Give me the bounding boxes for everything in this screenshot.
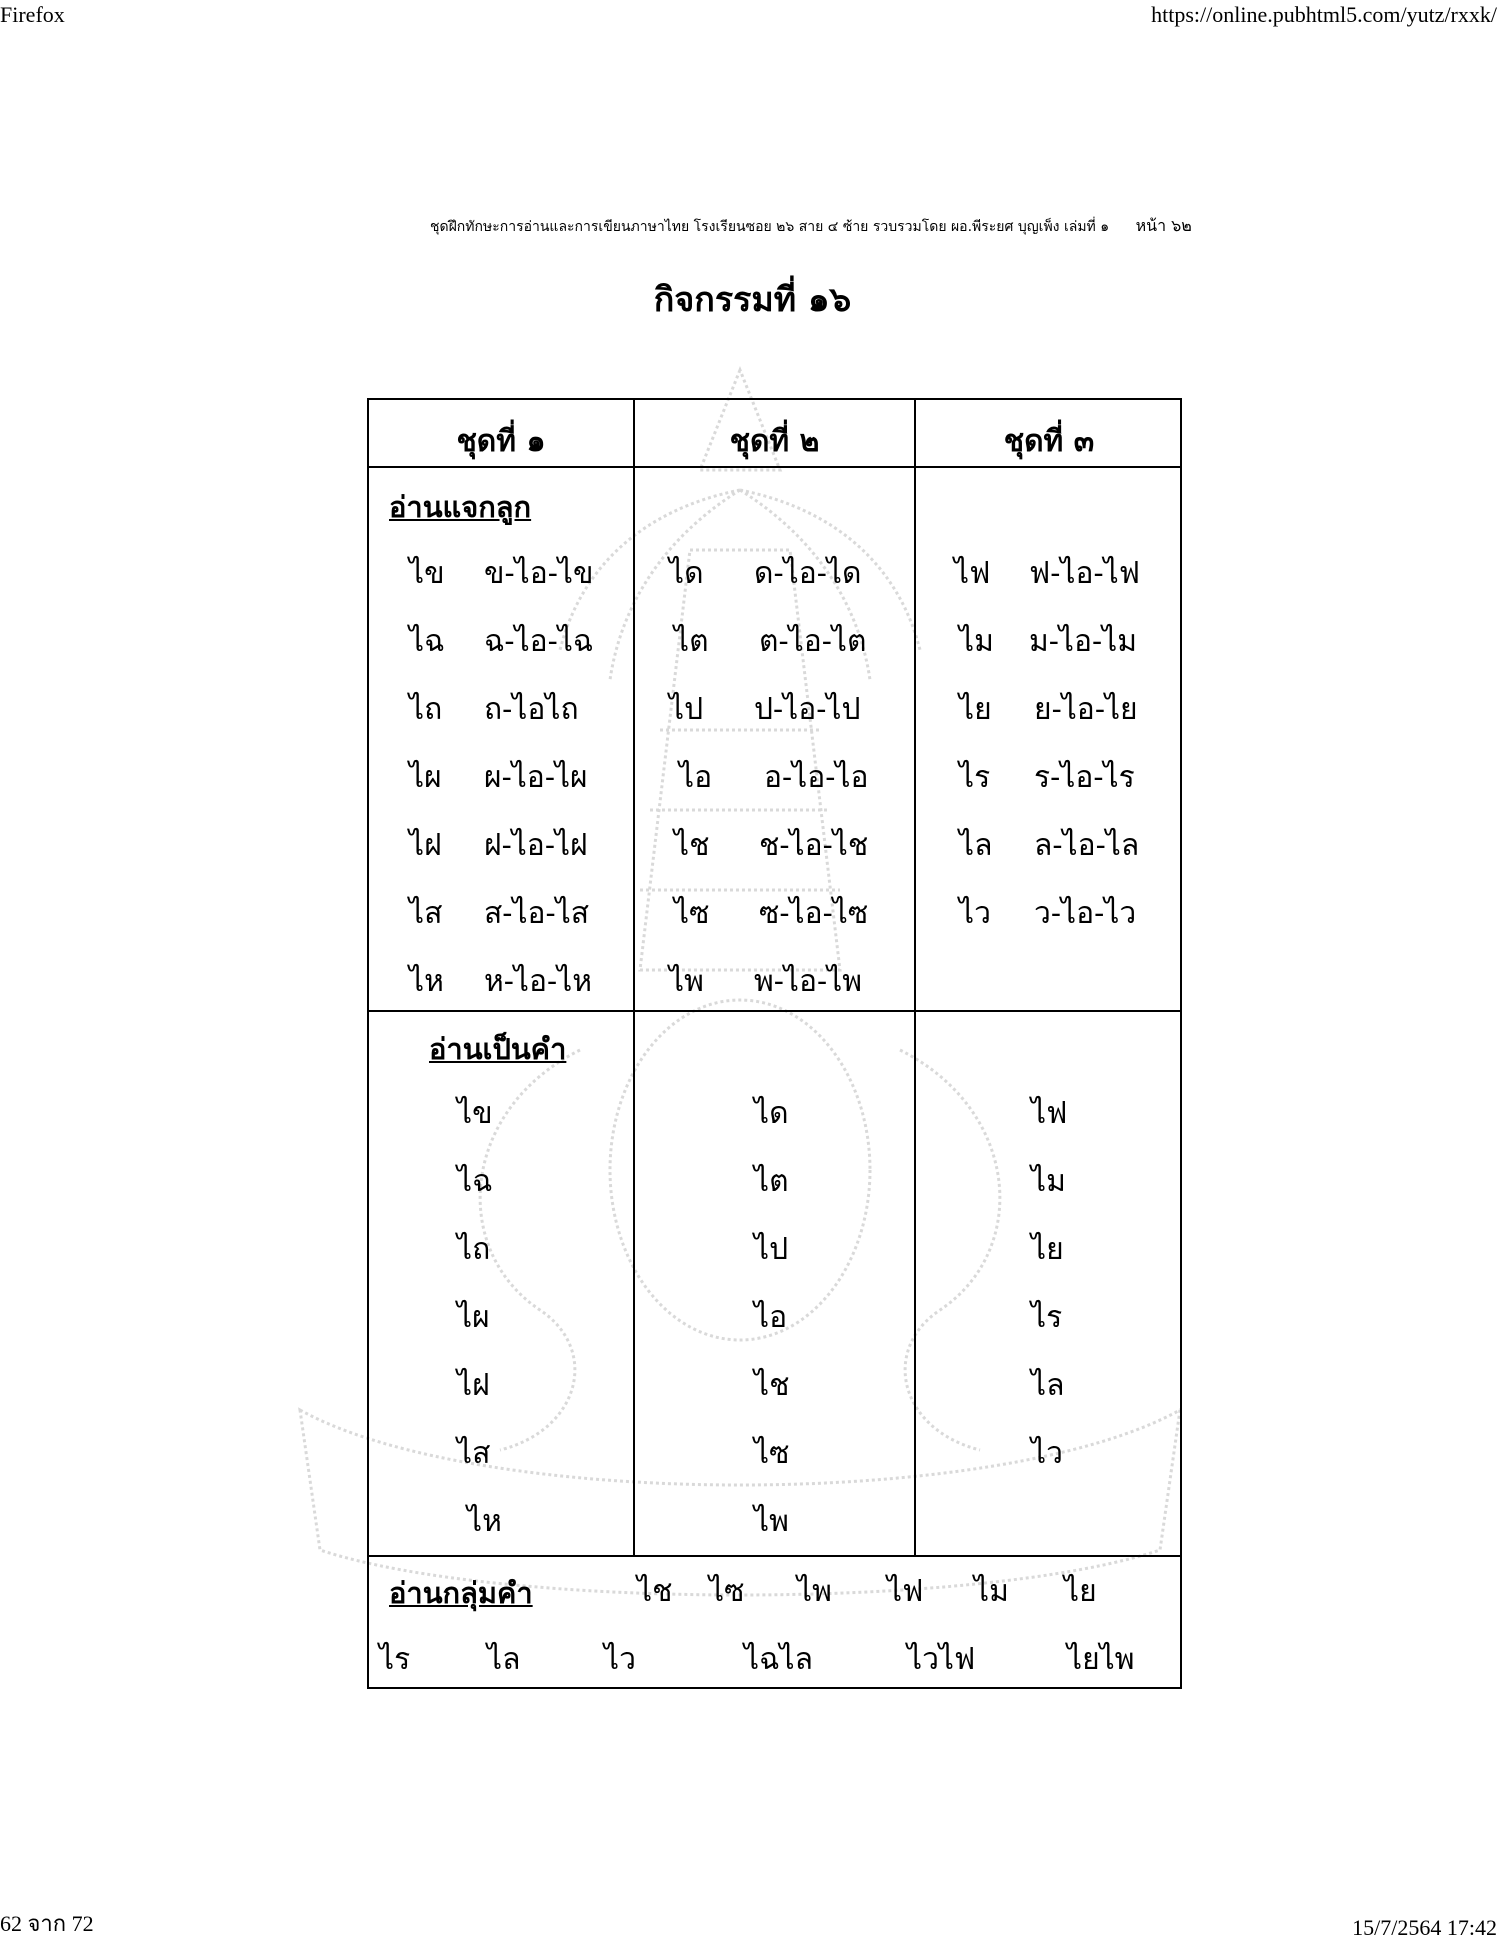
word-item: ไพ xyxy=(754,1504,789,1539)
word-item: ไซ xyxy=(754,1436,790,1471)
spelling-breakdown: ล-ไอ-ไล xyxy=(1034,828,1140,863)
group-word: ไวไฟ xyxy=(907,1642,976,1677)
column-header-set3: ชุดที่ ๓ xyxy=(1003,424,1095,459)
word-item: ไห xyxy=(467,1504,502,1539)
group-word: ไร xyxy=(379,1642,411,1677)
word-item: ไล xyxy=(1031,1368,1065,1403)
spelling-word: ไฝ xyxy=(409,828,442,863)
spelling-word: ไย xyxy=(959,692,992,727)
section-label-groups: อ่านกลุ่มคำ xyxy=(389,1576,533,1610)
spelling-breakdown: ต-ไอ-ไต xyxy=(759,624,867,659)
spelling-breakdown: ป-ไอ-ไป xyxy=(754,692,861,727)
spelling-breakdown: ฟ-ไอ-ไฟ xyxy=(1029,556,1140,591)
header-text: ชุดฝึกทักษะการอ่านและการเขียนภาษาไทย โรงเรียนซอย ๒๖ สาย ๔ ซ้าย รวบรวมโดย ผอ.พีระยศ บุญเพ็ง เล่มที่ ๑ xyxy=(430,219,1110,235)
browser-url: https://online.pubhtml5.com/yutz/rxxk/ xyxy=(1151,2,1497,27)
spelling-word: ไว xyxy=(959,896,991,931)
group-word: ไว xyxy=(604,1642,636,1677)
spelling-breakdown: ซ-ไอ-ไซ xyxy=(759,896,869,931)
spelling-word: ไพ xyxy=(669,964,704,999)
group-word: ไยไพ xyxy=(1067,1642,1135,1677)
header-page-label: หน้า ๖๒ xyxy=(1135,216,1192,235)
spelling-breakdown: ผ-ไอ-ไผ xyxy=(484,760,588,795)
spelling-word: ไถ xyxy=(409,692,443,727)
group-word: ไย xyxy=(1064,1574,1097,1609)
browser-app-name: Firefox xyxy=(0,2,65,27)
word-item: ไช xyxy=(754,1368,790,1403)
word-item: ไร xyxy=(1031,1300,1063,1335)
spelling-breakdown: ฉ-ไอ-ไฉ xyxy=(484,624,594,659)
section-label-words: อ่านเป็นคำ xyxy=(429,1032,567,1066)
spelling-word: ไม xyxy=(959,624,994,659)
word-item: ไถ xyxy=(457,1232,491,1267)
spelling-breakdown: ด-ไอ-ได xyxy=(754,556,862,591)
spelling-breakdown: ห-ไอ-ไห xyxy=(484,964,593,999)
spelling-breakdown: ข-ไอ-ไข xyxy=(484,556,594,591)
spelling-word: ได xyxy=(669,556,704,591)
group-word: ไพ xyxy=(797,1574,832,1609)
spelling-word: ไฟ xyxy=(954,556,991,591)
page-indicator: 62 จาก 72 xyxy=(0,1911,94,1936)
group-word: ไฟ xyxy=(887,1574,924,1609)
spelling-word: ไฉ xyxy=(409,624,445,659)
word-item: ไฟ xyxy=(1031,1096,1068,1131)
word-item: ไอ xyxy=(754,1300,788,1335)
spelling-breakdown: ถ-ไอไถ xyxy=(484,692,579,727)
spelling-word: ไส xyxy=(409,896,443,931)
spelling-word: ไช xyxy=(674,828,710,863)
spelling-word: ไต xyxy=(674,624,709,659)
column-header-set1: ชุดที่ ๑ xyxy=(456,424,546,459)
spelling-word: ไข xyxy=(409,556,445,591)
column-header-set2: ชุดที่ ๒ xyxy=(729,424,820,459)
spelling-word: ไร xyxy=(959,760,991,795)
spelling-breakdown: ว-ไอ-ไว xyxy=(1034,896,1137,931)
spelling-breakdown: ร-ไอ-ไร xyxy=(1034,760,1135,795)
word-item: ไว xyxy=(1031,1436,1063,1471)
group-word: ไซ xyxy=(709,1574,745,1609)
word-item: ไข xyxy=(457,1096,493,1131)
group-word: ไฉไล xyxy=(744,1642,813,1677)
group-word: ไม xyxy=(974,1574,1009,1609)
group-word: ไช xyxy=(637,1574,673,1609)
spelling-word: ไผ xyxy=(409,760,442,795)
word-item: ไย xyxy=(1031,1232,1064,1267)
document-header xyxy=(430,214,1310,239)
section-label-spelling: อ่านแจกลูก xyxy=(389,490,532,524)
word-item: ไฝ xyxy=(457,1368,490,1403)
spelling-breakdown: อ-ไอ-ไอ xyxy=(764,760,869,795)
print-datetime: 15/7/2564 17:42 xyxy=(1352,1915,1497,1940)
word-item: ไต xyxy=(754,1164,789,1199)
word-item: ไป xyxy=(754,1232,789,1267)
word-item: ได xyxy=(754,1096,789,1131)
word-item: ไส xyxy=(457,1436,491,1471)
spelling-word: ไอ xyxy=(679,760,713,795)
spelling-breakdown: ฝ-ไอ-ไฝ xyxy=(484,828,588,863)
group-word: ไล xyxy=(487,1642,521,1677)
spelling-word: ไล xyxy=(959,828,993,863)
word-item: ไม xyxy=(1031,1164,1066,1199)
activity-table xyxy=(367,398,1182,1689)
document-title: กิจกรรมที่ ๑๖ xyxy=(653,280,852,320)
spelling-word: ไป xyxy=(669,692,704,727)
spelling-breakdown: ส-ไอ-ไส xyxy=(484,896,590,931)
spelling-breakdown: ช-ไอ-ไช xyxy=(759,828,869,863)
spelling-breakdown: ม-ไอ-ไม xyxy=(1029,624,1138,659)
word-item: ไผ xyxy=(457,1300,490,1335)
spelling-word: ไซ xyxy=(674,896,710,931)
spelling-breakdown: ย-ไอ-ไย xyxy=(1034,692,1138,727)
word-item: ไฉ xyxy=(457,1164,493,1199)
spelling-breakdown: พ-ไอ-ไพ xyxy=(754,964,863,999)
spelling-word: ไห xyxy=(409,964,444,999)
